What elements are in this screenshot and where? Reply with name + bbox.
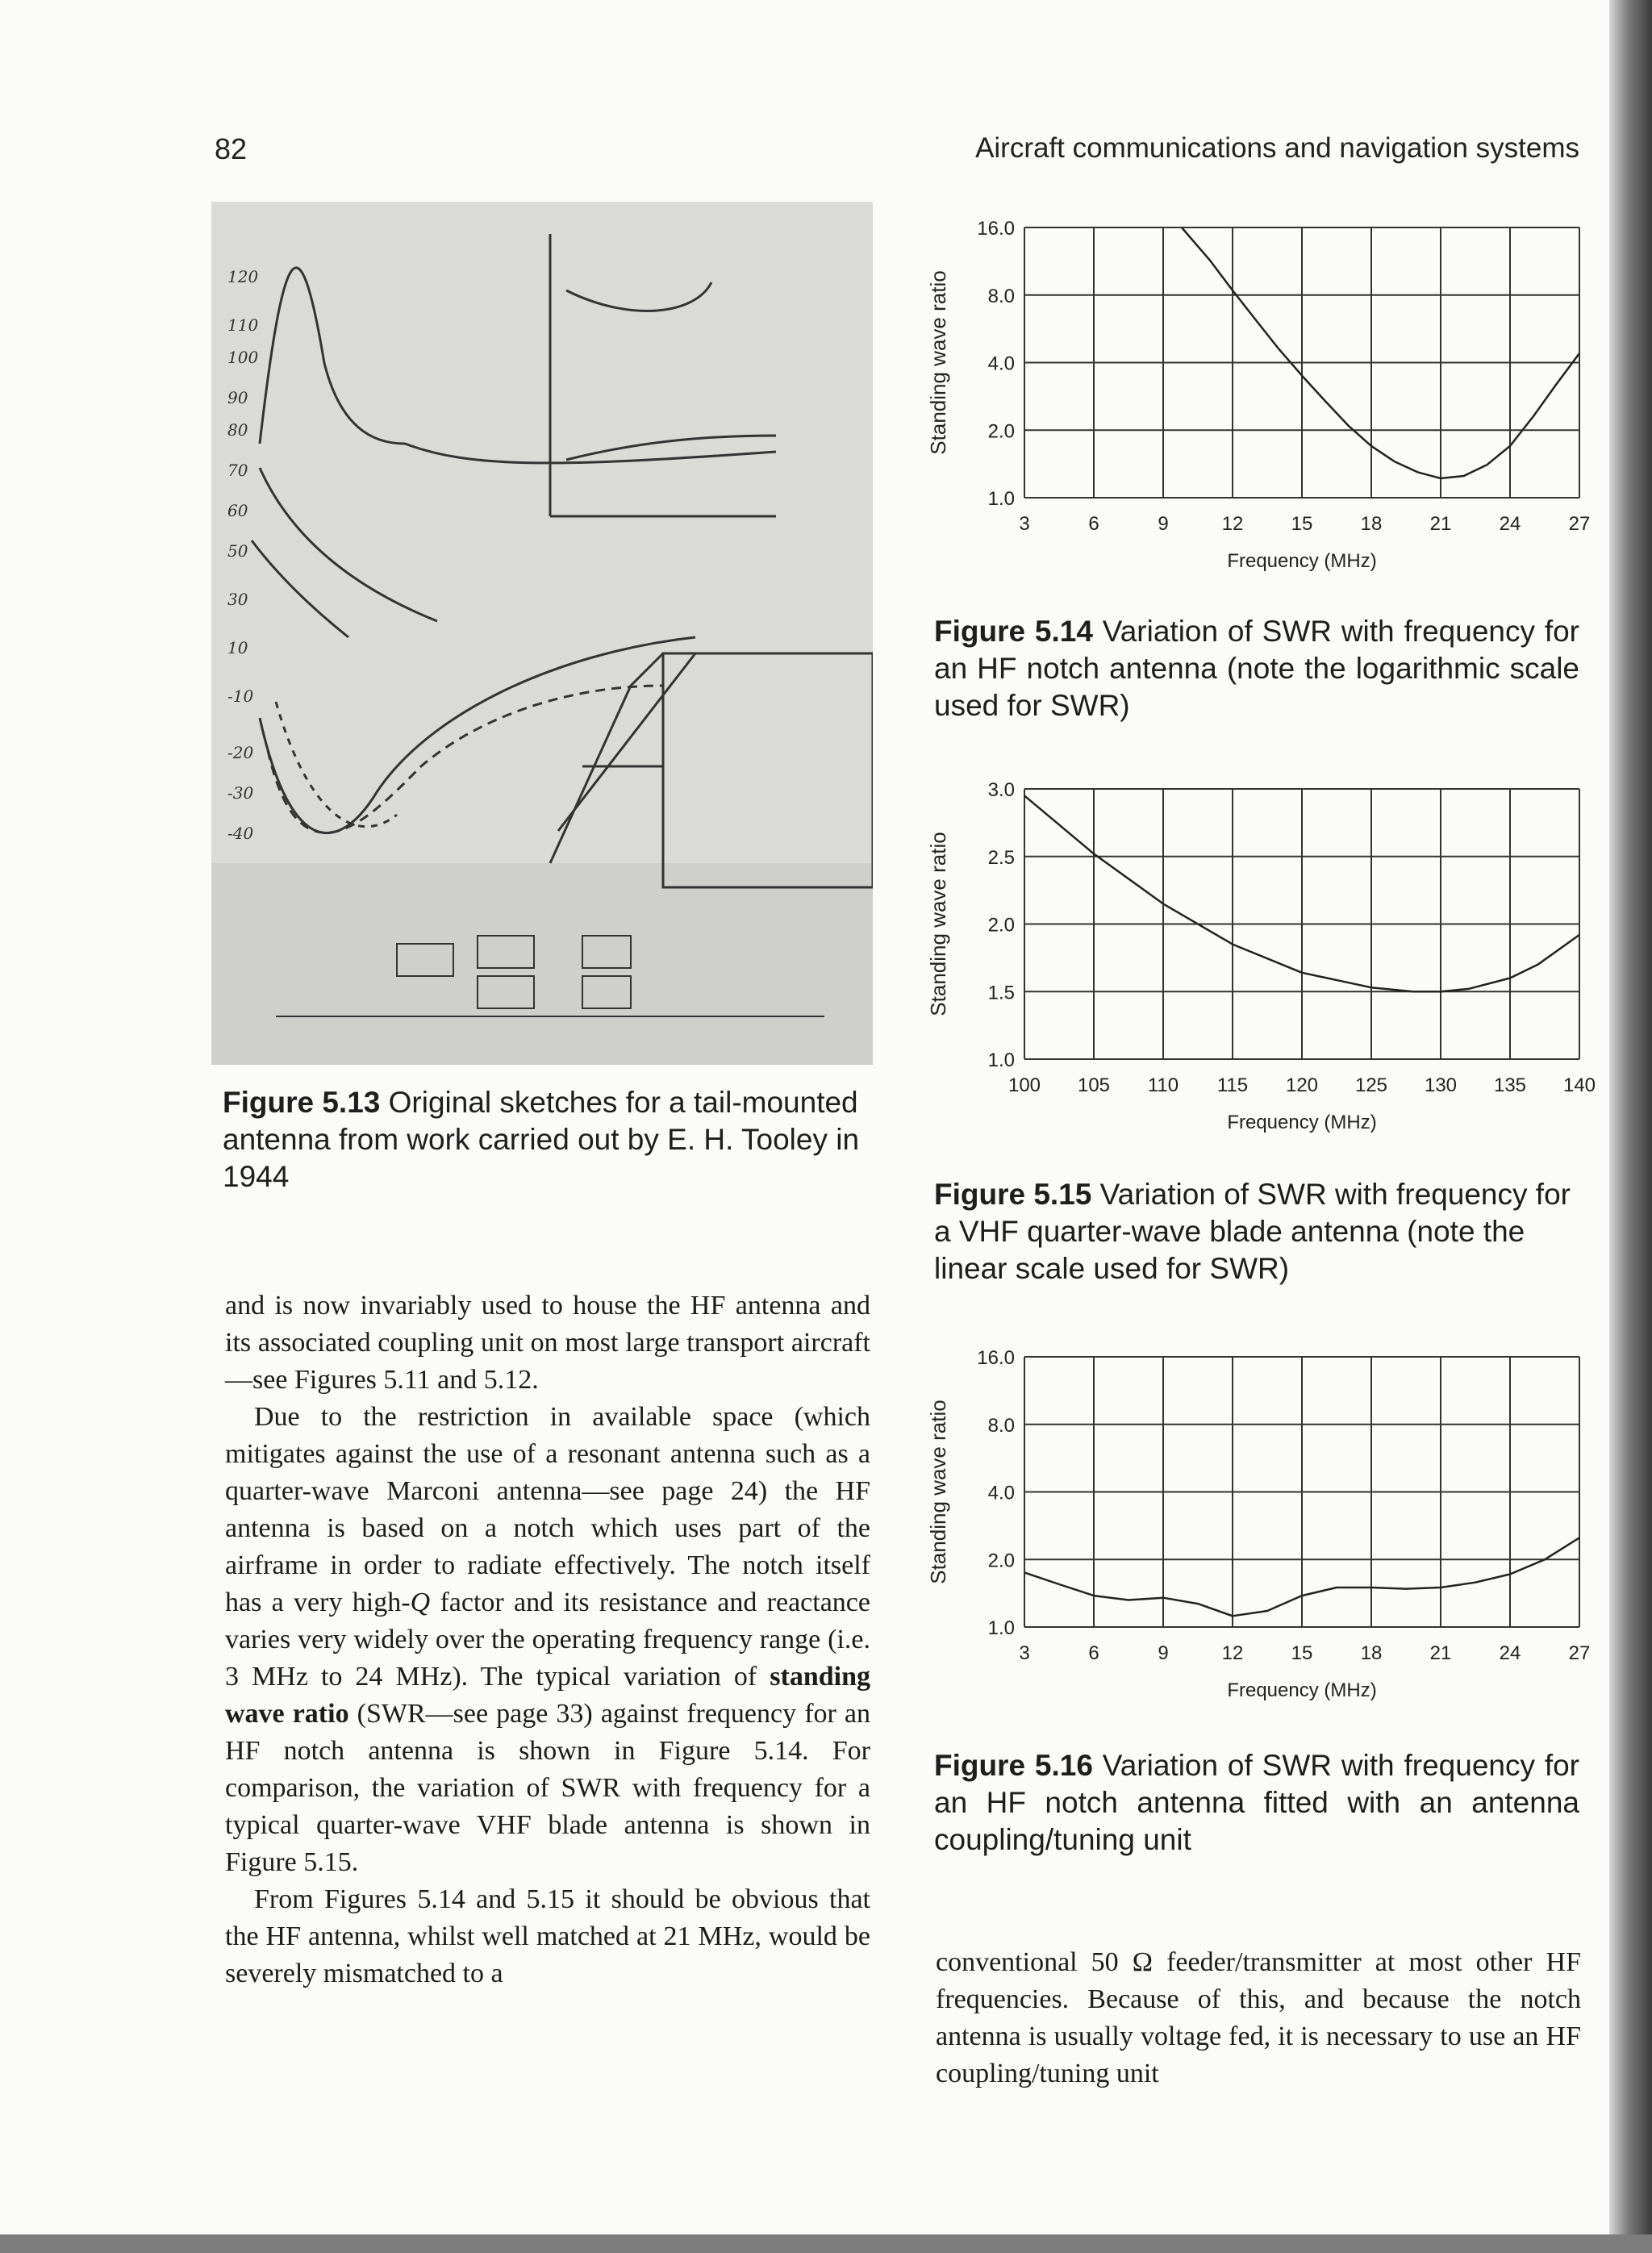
paragraph-3: From Figures 5.14 and 5.15 it should be obvious that the HF antenna, whilst well matched at 21 MHz, would be severely mismatched to a [225, 1884, 870, 1988]
svg-text:-10: -10 [227, 686, 254, 706]
y-tick-label: 1.0 [987, 488, 1015, 510]
x-axis-label: Frequency (MHz) [1227, 550, 1377, 572]
figure-5-14-text: Variation of SWR with frequency for an HF notch antenna (note the logarithmic scale used for SWR) [934, 615, 1580, 722]
y-tick-label: 4.0 [987, 1482, 1015, 1504]
figure-5-14-label: Figure 5.14 [934, 615, 1093, 648]
x-axis-label: Frequency (MHz) [1227, 1679, 1377, 1701]
y-tick-label: 1.5 [987, 982, 1015, 1004]
y-tick-label: 3.0 [987, 779, 1015, 801]
figure-5-16-caption [934, 1747, 1579, 1859]
y-tick-label: 1.0 [987, 1049, 1015, 1071]
figure-5-13-sketch [211, 202, 873, 1065]
figure-5-15-chart [887, 773, 1597, 1152]
y-tick-label: 16.0 [977, 218, 1015, 240]
x-tick-label: 6 [1088, 513, 1099, 535]
x-tick-label: 115 [1216, 1074, 1249, 1096]
x-tick-label: 135 [1493, 1074, 1527, 1096]
svg-text:30: 30 [227, 590, 248, 609]
paragraph-2-part-c: (SWR—see page 33) against frequency for an HF notch antenna is shown in Figure 5.14. For comparison, the variation of SWR with frequency for a typical quarter-wave VHF blade antenna is shown in Figure 5.15. [225, 1699, 871, 1877]
x-tick-label: 105 [1077, 1074, 1111, 1096]
swr-curve [1182, 227, 1579, 478]
paragraph-2 [225, 1399, 870, 1881]
y-tick-label: 2.0 [987, 914, 1015, 937]
x-tick-label: 27 [1568, 1642, 1591, 1664]
figure-5-14-chart [887, 211, 1597, 590]
figure-5-13-text: Original sketches for a tail-mounted antenna from work carried out by E. H. Tooley in 1944 [223, 1086, 860, 1193]
x-tick-label: 24 [1499, 513, 1521, 535]
svg-text:50: 50 [227, 541, 248, 561]
term-standing-wave-ratio: standing wave ratio [225, 1662, 870, 1729]
paragraph-2-part-a: Due to the restriction in available space (which mitigates against the use of a resonant antenna such as a quarter-wave Marconi antenna—see page 24) the HF antenna is based on a notch which uses part of the airframe in order to radiate effectively. The notch itself has a very high- [225, 1402, 870, 1617]
x-tick-label: 21 [1429, 1642, 1452, 1664]
y-tick-label: 8.0 [987, 285, 1015, 307]
x-tick-label: 125 [1354, 1074, 1388, 1096]
svg-text:100: 100 [227, 348, 259, 367]
x-axis-label: Frequency (MHz) [1227, 1112, 1377, 1133]
svg-text:80: 80 [227, 420, 248, 440]
x-tick-label: 3 [1019, 1642, 1030, 1664]
y-tick-label: 8.0 [987, 1414, 1015, 1437]
figure-5-16-text: Variation of SWR with frequency for an HF notch antenna fitted with an antenna coupling/tuning unit [934, 1749, 1580, 1856]
running-title: Aircraft communications and navigation systems [975, 132, 1579, 164]
svg-text:60: 60 [227, 501, 248, 520]
left-column-text [225, 1287, 870, 1992]
y-tick-label: 2.0 [987, 1550, 1015, 1572]
svg-text:110: 110 [227, 315, 259, 335]
y-axis-label: Standing wave ratio [926, 1400, 950, 1584]
scan-border [0, 2234, 1652, 2253]
x-tick-label: 120 [1285, 1074, 1319, 1096]
x-tick-label: 6 [1088, 1642, 1099, 1664]
y-axis-label: Standing wave ratio [926, 832, 950, 1016]
svg-text:10: 10 [227, 638, 248, 657]
y-tick-label: 16.0 [977, 1347, 1015, 1369]
x-tick-label: 21 [1429, 513, 1452, 535]
figure-5-13-caption [223, 1084, 860, 1195]
right-paragraph-1: conventional 50 Ω feeder/transmitter at most other HF frequencies. Because of this, and because the notch antenna is usually voltage fed, it is necessary to use an HF coupling/tuning unit [936, 1947, 1581, 2088]
x-tick-label: 18 [1360, 513, 1383, 535]
figure-5-14-caption [934, 613, 1579, 724]
figure-5-16-chart [887, 1341, 1597, 1720]
q-symbol: Q [410, 1588, 431, 1617]
x-tick-label: 9 [1158, 1642, 1169, 1664]
x-tick-label: 15 [1291, 513, 1313, 535]
paragraph-1: and is now invariably used to house the HF antenna and its associated coupling unit on most large transport aircraft—see Figures 5.11 and 5.12. [225, 1291, 870, 1395]
figure-5-16-label: Figure 5.16 [934, 1749, 1093, 1782]
svg-text:-30: -30 [227, 783, 254, 803]
svg-text:90: 90 [227, 388, 248, 407]
x-tick-label: 3 [1019, 513, 1030, 535]
figure-5-13-label: Figure 5.13 [223, 1086, 381, 1119]
x-tick-label: 130 [1424, 1074, 1458, 1096]
x-tick-label: 12 [1221, 1642, 1244, 1664]
x-tick-label: 27 [1568, 513, 1591, 535]
x-tick-label: 12 [1221, 513, 1244, 535]
y-tick-label: 1.0 [987, 1617, 1015, 1639]
right-column-text [936, 1944, 1581, 2092]
figure-5-15-label: Figure 5.15 [934, 1178, 1092, 1211]
x-tick-label: 9 [1158, 513, 1169, 535]
y-axis-label: Standing wave ratio [926, 270, 950, 455]
y-tick-label: 2.0 [987, 420, 1015, 443]
svg-text:120: 120 [227, 267, 259, 286]
x-tick-label: 24 [1499, 1642, 1521, 1664]
svg-text:-40: -40 [227, 824, 254, 843]
x-tick-label: 100 [1007, 1074, 1041, 1096]
y-tick-label: 4.0 [987, 353, 1015, 375]
y-tick-label: 2.5 [987, 846, 1015, 869]
paragraph-2-part-b: factor and its resistance and reactance varies very widely over the operating frequency range (i.e. 3 MHz to 24 MHz). The typical variation of [225, 1588, 870, 1692]
svg-text:-20: -20 [227, 743, 254, 762]
figure-5-15-text: Variation of SWR with frequency for a VHF quarter-wave blade antenna (note the linear scale used for SWR) [934, 1178, 1571, 1285]
figure-5-15-caption [934, 1176, 1579, 1287]
x-tick-label: 18 [1360, 1642, 1383, 1664]
x-tick-label: 140 [1562, 1074, 1596, 1096]
x-tick-label: 15 [1291, 1642, 1313, 1664]
page-number: 82 [215, 132, 248, 165]
svg-text:70: 70 [227, 461, 248, 480]
x-tick-label: 110 [1147, 1074, 1179, 1096]
page-edge-shadow [1609, 0, 1652, 2253]
